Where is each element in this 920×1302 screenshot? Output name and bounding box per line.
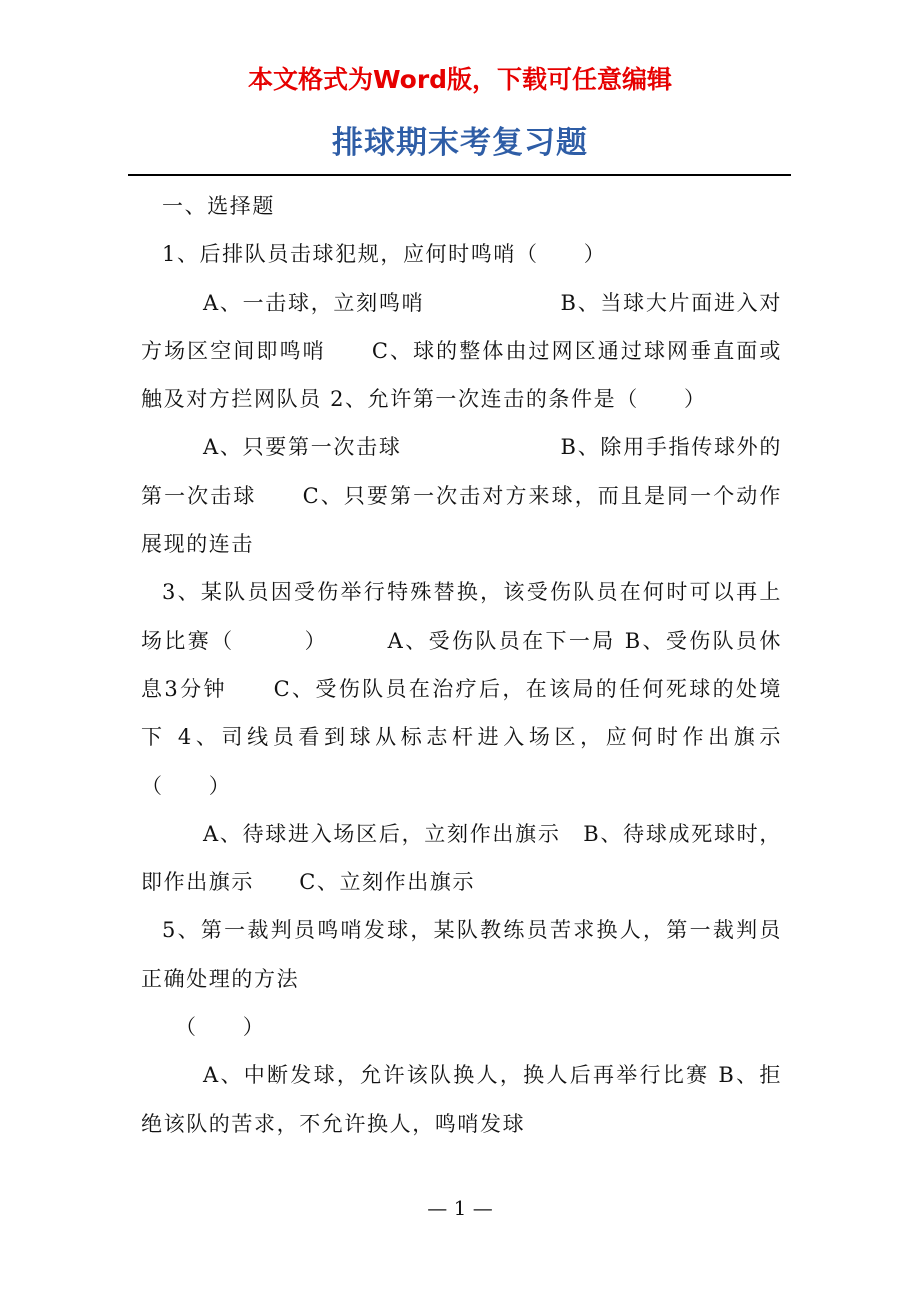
question-3: 3、某队员因受伤举行特殊替换，该受伤队员在何时可以再上场比赛（ ） A、受伤队员在下一局 B、受伤队员休息3分钟 C、受伤队员在治疗后，在该局的任何死球的处境下 4、司线员看到球从标志杆进入场区，应何时作出旗示（ ） [141, 580, 782, 798]
question-4-options: A、待球进入场区后，立刻作出旗示 B、待球成死球时，即作出旗示 C、立刻作出旗示 [141, 821, 782, 895]
question-5: 5、第一裁判员鸣哨发球，某队教练员苦求换人，第一裁判员正确处理的方法 [141, 918, 782, 991]
download-banner: 本文格式为Word版，下载可任意编辑 [247, 65, 673, 94]
document-body [141, 182, 782, 1148]
title-divider [128, 174, 791, 176]
page-title: 排球期末考复习题 [332, 125, 588, 161]
question-1-options: A、一击球，立刻鸣哨 B、当球大片面进入对方场区空间即鸣哨 C、球的整体由过网区通过球网垂直面或触及对方拦网队员 2、允许第一次连击的条件是（ ） [141, 290, 782, 412]
question-5-options: A、中断发球，允许该队换人，换人后再举行比赛 B、拒绝该队的苦求，不允许换人，鸣哨发球 [141, 1063, 782, 1136]
section-heading: 一、选择题 [162, 194, 275, 218]
page-number: — 1 — [427, 1196, 493, 1220]
question-1: 1、后排队员击球犯规，应何时鸣哨（ ） [162, 242, 607, 267]
question-2-options: A、只要第一次击球 B、除用手指传球外的第一次击球 C、只要第一次击对方来球，而且是同一个动作展现的连击 [141, 435, 782, 557]
question-5-blank: （ ） [175, 1015, 266, 1040]
